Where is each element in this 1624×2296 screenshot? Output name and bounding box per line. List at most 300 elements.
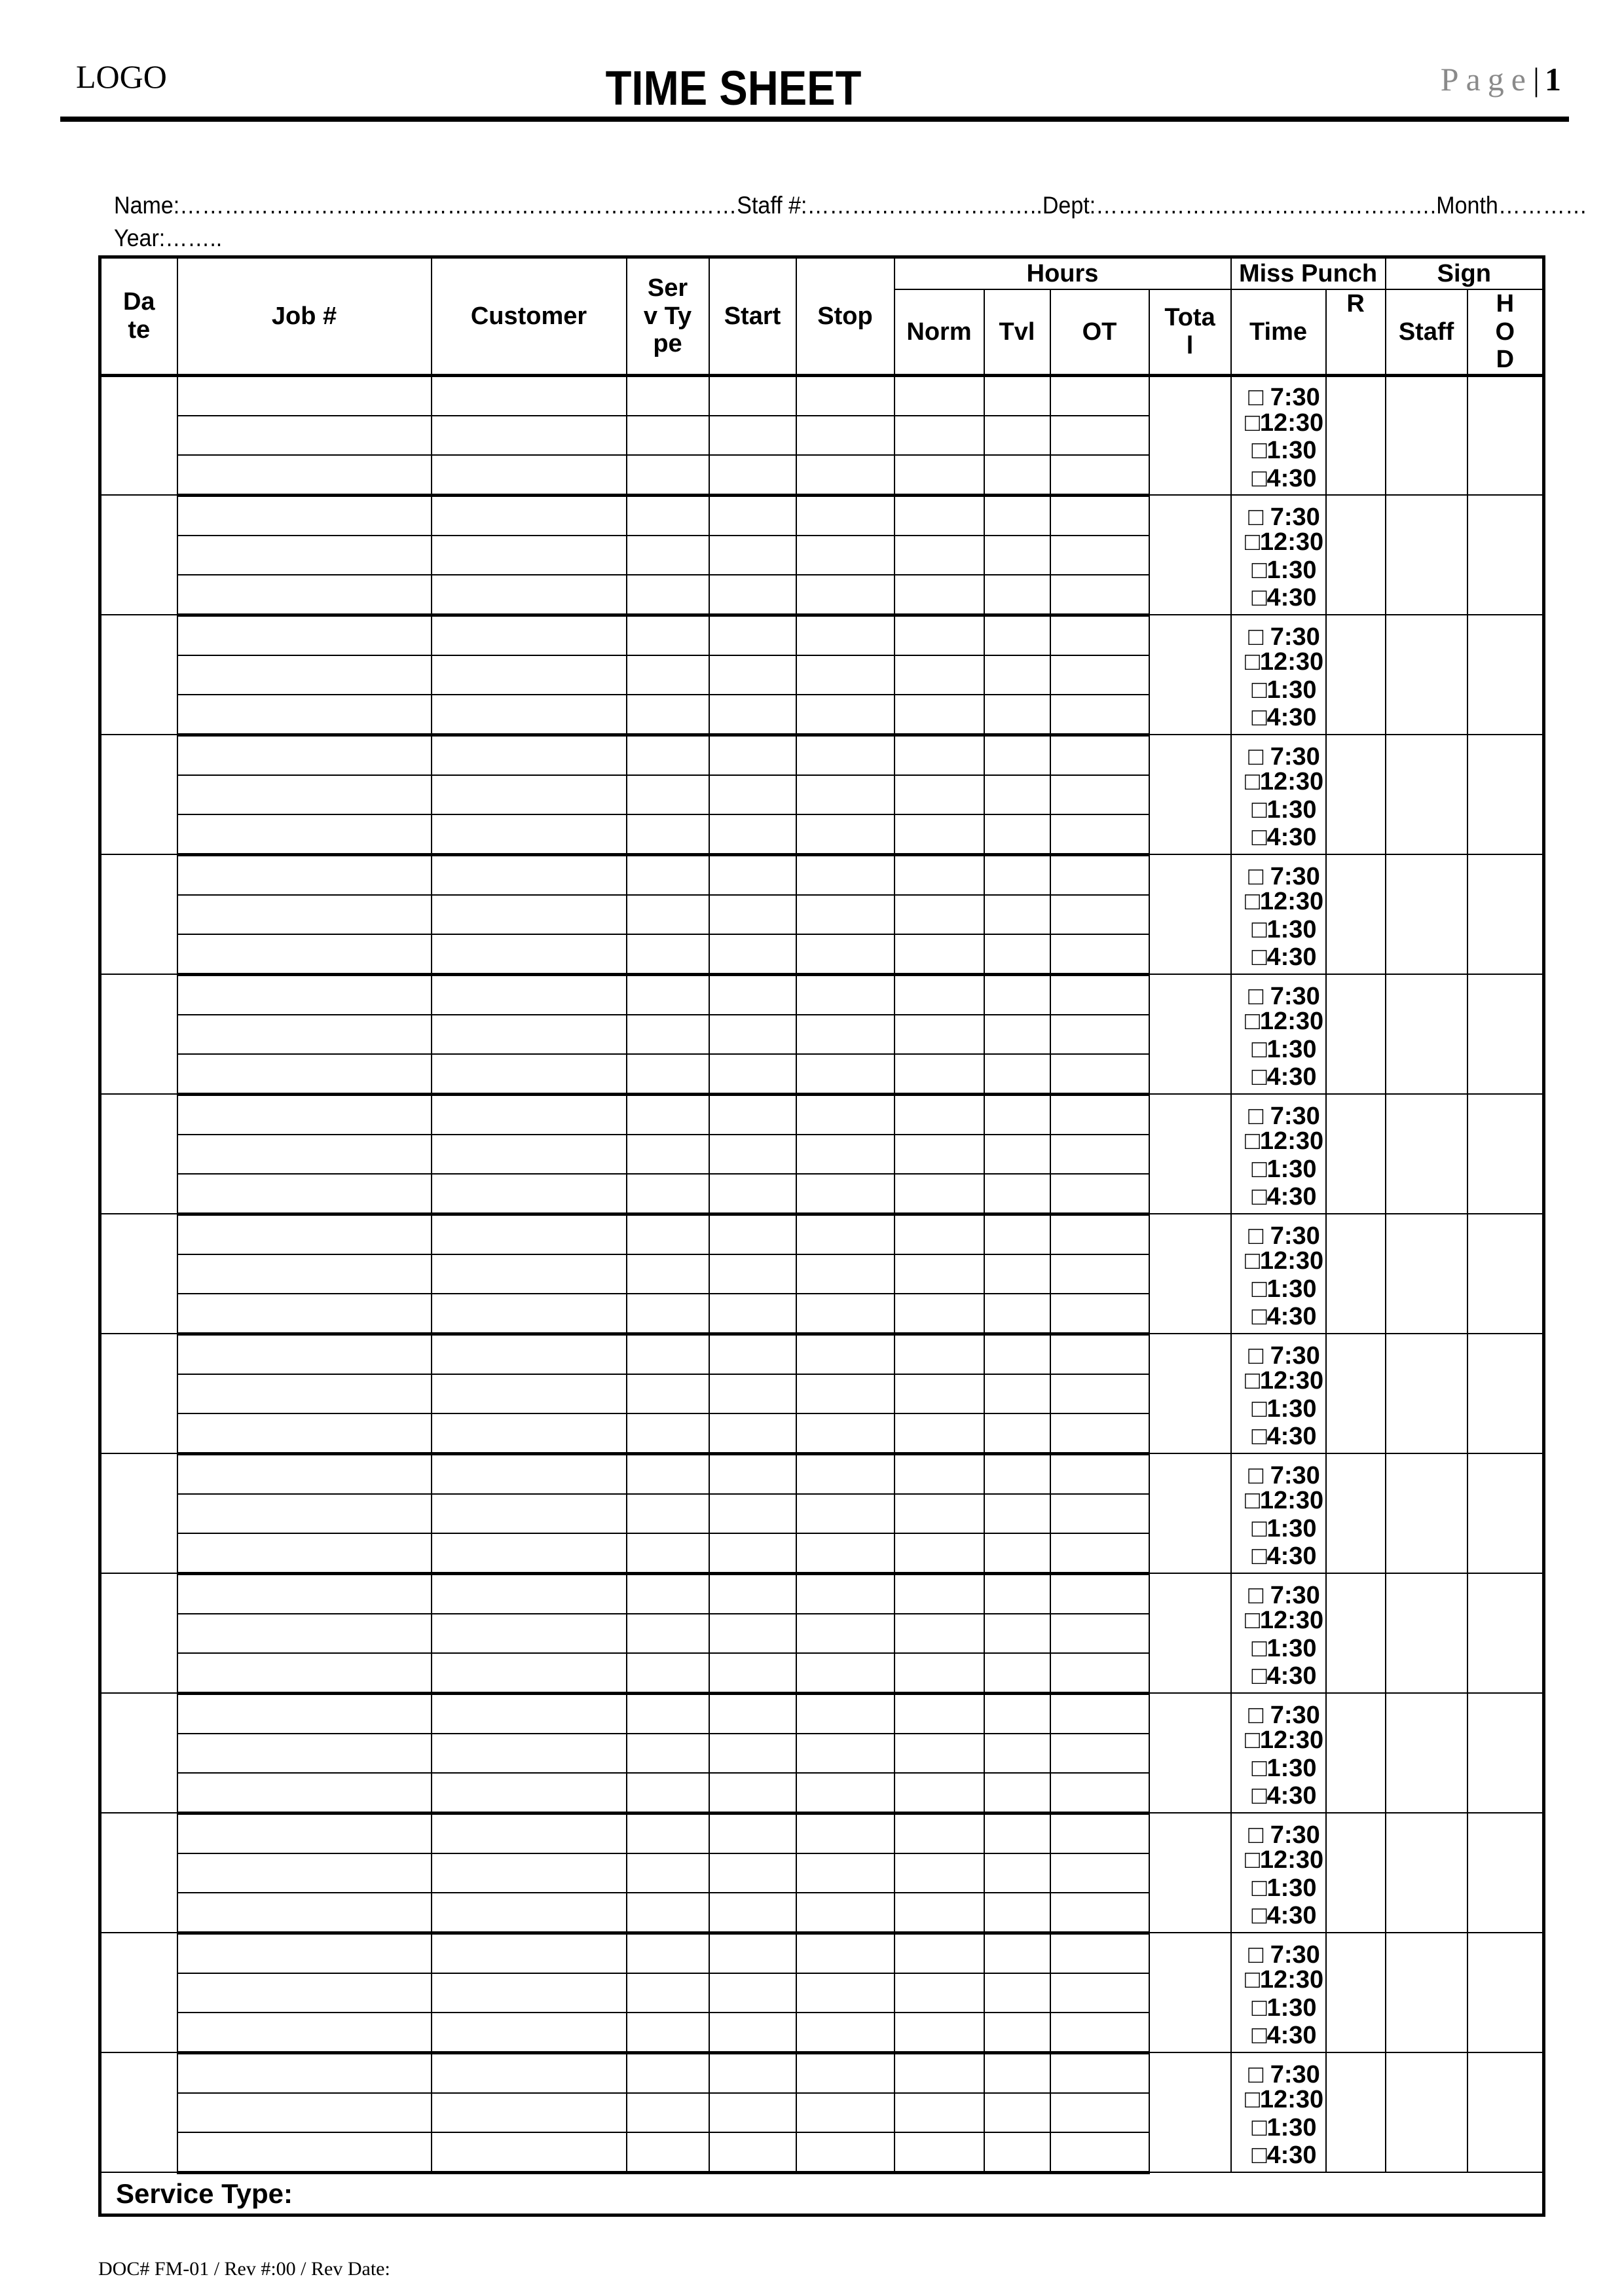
sign-staff-cell[interactable]	[1386, 735, 1467, 854]
sign-hod-cell[interactable]	[1467, 1214, 1544, 1334]
customer-cell[interactable]	[432, 1494, 627, 1533]
miss-punch-time-cell[interactable]	[1231, 615, 1326, 735]
sign-staff-cell[interactable]	[1386, 854, 1467, 974]
tvl-cell[interactable]	[984, 1653, 1050, 1694]
job-cell[interactable]	[177, 1933, 432, 1973]
punch-checkbox-option[interactable]: □4:30	[1251, 464, 1317, 492]
serv-type-cell[interactable]	[627, 1294, 709, 1334]
customer-cell[interactable]	[432, 375, 627, 416]
stop-cell[interactable]	[796, 735, 895, 775]
serv-type-cell[interactable]	[627, 1693, 709, 1734]
start-cell[interactable]	[709, 2013, 796, 2053]
customer-cell[interactable]	[432, 1653, 627, 1694]
ot-cell[interactable]	[1050, 1453, 1149, 1494]
punch-checkbox-option[interactable]: □1:30	[1251, 556, 1317, 584]
stop-cell[interactable]	[796, 1015, 895, 1054]
tvl-cell[interactable]	[984, 1214, 1050, 1254]
start-cell[interactable]	[709, 775, 796, 814]
miss-punch-time-cell[interactable]	[1231, 1334, 1326, 1453]
job-cell[interactable]	[177, 974, 432, 1015]
start-cell[interactable]	[709, 854, 796, 895]
miss-punch-r-cell[interactable]	[1326, 854, 1386, 974]
punch-checkbox-option[interactable]: □12:30	[1244, 648, 1324, 676]
punch-checkbox-option[interactable]: □12:30	[1244, 1247, 1324, 1275]
start-cell[interactable]	[709, 1374, 796, 1413]
serv-type-cell[interactable]	[627, 1773, 709, 1813]
serv-type-cell[interactable]	[627, 2093, 709, 2132]
tvl-cell[interactable]	[984, 655, 1050, 695]
start-cell[interactable]	[709, 1334, 796, 1374]
norm-cell[interactable]	[895, 1015, 984, 1054]
miss-punch-time-cell[interactable]	[1231, 1933, 1326, 2052]
job-cell[interactable]	[177, 1453, 432, 1494]
serv-type-cell[interactable]	[627, 1933, 709, 1973]
tvl-cell[interactable]	[984, 1174, 1050, 1214]
serv-type-cell[interactable]	[627, 695, 709, 735]
sign-staff-cell[interactable]	[1386, 1933, 1467, 2052]
serv-type-cell[interactable]	[627, 1174, 709, 1214]
miss-punch-r-cell[interactable]	[1326, 1334, 1386, 1453]
job-cell[interactable]	[177, 735, 432, 775]
norm-cell[interactable]	[895, 814, 984, 855]
tvl-cell[interactable]	[984, 536, 1050, 575]
job-cell[interactable]	[177, 1374, 432, 1413]
job-cell[interactable]	[177, 455, 432, 496]
ot-cell[interactable]	[1050, 536, 1149, 575]
norm-cell[interactable]	[895, 2132, 984, 2173]
job-cell[interactable]	[177, 1094, 432, 1135]
ot-cell[interactable]	[1050, 1533, 1149, 1574]
customer-cell[interactable]	[432, 1734, 627, 1773]
tvl-cell[interactable]	[984, 1334, 1050, 1374]
stop-cell[interactable]	[796, 814, 895, 855]
date-cell[interactable]	[100, 1094, 177, 1214]
sign-staff-cell[interactable]	[1386, 2052, 1467, 2172]
miss-punch-r-cell[interactable]	[1326, 1094, 1386, 1214]
serv-type-cell[interactable]	[627, 1094, 709, 1135]
ot-cell[interactable]	[1050, 1893, 1149, 1933]
start-cell[interactable]	[709, 1174, 796, 1214]
punch-checkbox-option[interactable]: □12:30	[1244, 888, 1324, 916]
total-cell[interactable]	[1149, 1573, 1231, 1693]
start-cell[interactable]	[709, 1135, 796, 1174]
punch-checkbox-option[interactable]: □12:30	[1244, 1846, 1324, 1874]
customer-cell[interactable]	[432, 1693, 627, 1734]
customer-cell[interactable]	[432, 695, 627, 735]
serv-type-cell[interactable]	[627, 1653, 709, 1694]
miss-punch-r-cell[interactable]	[1326, 2052, 1386, 2172]
serv-type-cell[interactable]	[627, 1135, 709, 1174]
ot-cell[interactable]	[1050, 1813, 1149, 1853]
job-cell[interactable]	[177, 814, 432, 855]
ot-cell[interactable]	[1050, 615, 1149, 655]
total-cell[interactable]	[1149, 1094, 1231, 1214]
job-cell[interactable]	[177, 2052, 432, 2093]
total-cell[interactable]	[1149, 1933, 1231, 2052]
customer-cell[interactable]	[432, 1533, 627, 1574]
ot-cell[interactable]	[1050, 655, 1149, 695]
norm-cell[interactable]	[895, 1413, 984, 1454]
start-cell[interactable]	[709, 1533, 796, 1574]
serv-type-cell[interactable]	[627, 1893, 709, 1933]
ot-cell[interactable]	[1050, 1174, 1149, 1214]
sign-staff-cell[interactable]	[1386, 1813, 1467, 1933]
tvl-cell[interactable]	[984, 775, 1050, 814]
customer-cell[interactable]	[432, 1893, 627, 1933]
miss-punch-r-cell[interactable]	[1326, 735, 1386, 854]
punch-checkbox-option[interactable]: □4:30	[1251, 1542, 1317, 1571]
tvl-cell[interactable]	[984, 1693, 1050, 1734]
tvl-cell[interactable]	[984, 1893, 1050, 1933]
date-cell[interactable]	[100, 854, 177, 974]
punch-checkbox-option[interactable]: □ 7:30	[1248, 623, 1320, 651]
serv-type-cell[interactable]	[627, 1374, 709, 1413]
customer-cell[interactable]	[432, 575, 627, 615]
punch-checkbox-option[interactable]: □ 7:30	[1248, 384, 1320, 412]
start-cell[interactable]	[709, 1734, 796, 1773]
ot-cell[interactable]	[1050, 1693, 1149, 1734]
sign-hod-cell[interactable]	[1467, 2052, 1544, 2172]
norm-cell[interactable]	[895, 1254, 984, 1294]
punch-checkbox-option[interactable]: □12:30	[1244, 1726, 1324, 1755]
start-cell[interactable]	[709, 495, 796, 536]
punch-checkbox-option[interactable]: □4:30	[1251, 1662, 1317, 1690]
info-line-name-staff-dept-month[interactable]: Name:…………………………………………………………………Staff #:…………………………..Dept:……………………………………….Month…………	[114, 192, 1588, 219]
start-cell[interactable]	[709, 1294, 796, 1334]
customer-cell[interactable]	[432, 1413, 627, 1454]
start-cell[interactable]	[709, 1853, 796, 1893]
ot-cell[interactable]	[1050, 1933, 1149, 1973]
miss-punch-r-cell[interactable]	[1326, 1693, 1386, 1813]
job-cell[interactable]	[177, 1294, 432, 1334]
norm-cell[interactable]	[895, 1773, 984, 1813]
total-cell[interactable]	[1149, 1813, 1231, 1933]
job-cell[interactable]	[177, 615, 432, 655]
stop-cell[interactable]	[796, 1933, 895, 1973]
ot-cell[interactable]	[1050, 974, 1149, 1015]
job-cell[interactable]	[177, 1214, 432, 1254]
sign-hod-cell[interactable]	[1467, 1453, 1544, 1573]
punch-checkbox-option[interactable]: □ 7:30	[1248, 1461, 1320, 1489]
miss-punch-time-cell[interactable]	[1231, 854, 1326, 974]
customer-cell[interactable]	[432, 1933, 627, 1973]
punch-checkbox-option[interactable]: □12:30	[1244, 409, 1324, 437]
start-cell[interactable]	[709, 2132, 796, 2173]
punch-checkbox-option[interactable]: □ 7:30	[1248, 2060, 1320, 2088]
ot-cell[interactable]	[1050, 1334, 1149, 1374]
punch-checkbox-option[interactable]: □ 7:30	[1248, 1341, 1320, 1370]
miss-punch-time-cell[interactable]	[1231, 1453, 1326, 1573]
date-cell[interactable]	[100, 735, 177, 854]
start-cell[interactable]	[709, 2052, 796, 2093]
date-cell[interactable]	[100, 1813, 177, 1933]
tvl-cell[interactable]	[984, 1933, 1050, 1973]
start-cell[interactable]	[709, 1453, 796, 1494]
punch-checkbox-option[interactable]: □1:30	[1251, 1155, 1317, 1183]
norm-cell[interactable]	[895, 1374, 984, 1413]
tvl-cell[interactable]	[984, 575, 1050, 615]
serv-type-cell[interactable]	[627, 1015, 709, 1054]
total-cell[interactable]	[1149, 1214, 1231, 1334]
tvl-cell[interactable]	[984, 1413, 1050, 1454]
tvl-cell[interactable]	[984, 1294, 1050, 1334]
job-cell[interactable]	[177, 695, 432, 735]
norm-cell[interactable]	[895, 1813, 984, 1853]
miss-punch-time-cell[interactable]	[1231, 1813, 1326, 1933]
stop-cell[interactable]	[796, 495, 895, 536]
punch-checkbox-option[interactable]: □ 7:30	[1248, 503, 1320, 531]
sign-hod-cell[interactable]	[1467, 974, 1544, 1094]
customer-cell[interactable]	[432, 775, 627, 814]
ot-cell[interactable]	[1050, 1214, 1149, 1254]
ot-cell[interactable]	[1050, 1773, 1149, 1813]
date-cell[interactable]	[100, 1573, 177, 1693]
punch-checkbox-option[interactable]: □1:30	[1251, 795, 1317, 824]
norm-cell[interactable]	[895, 1135, 984, 1174]
job-cell[interactable]	[177, 1893, 432, 1933]
ot-cell[interactable]	[1050, 2052, 1149, 2093]
norm-cell[interactable]	[895, 1933, 984, 1973]
customer-cell[interactable]	[432, 1054, 627, 1095]
norm-cell[interactable]	[895, 375, 984, 416]
punch-checkbox-option[interactable]: □12:30	[1244, 1487, 1324, 1515]
punch-checkbox-option[interactable]: □1:30	[1251, 1394, 1317, 1423]
punch-checkbox-option[interactable]: □1:30	[1251, 1035, 1317, 1063]
customer-cell[interactable]	[432, 495, 627, 536]
customer-cell[interactable]	[432, 1973, 627, 2013]
job-cell[interactable]	[177, 1254, 432, 1294]
ot-cell[interactable]	[1050, 1094, 1149, 1135]
start-cell[interactable]	[709, 1015, 796, 1054]
date-cell[interactable]	[100, 495, 177, 615]
start-cell[interactable]	[709, 2093, 796, 2132]
info-line-year[interactable]: Year:……..	[114, 225, 223, 251]
miss-punch-r-cell[interactable]	[1326, 375, 1386, 495]
customer-cell[interactable]	[432, 1374, 627, 1413]
sign-staff-cell[interactable]	[1386, 974, 1467, 1094]
miss-punch-time-cell[interactable]	[1231, 735, 1326, 854]
customer-cell[interactable]	[432, 1334, 627, 1374]
sign-hod-cell[interactable]	[1467, 615, 1544, 735]
customer-cell[interactable]	[432, 655, 627, 695]
start-cell[interactable]	[709, 1813, 796, 1853]
customer-cell[interactable]	[432, 854, 627, 895]
norm-cell[interactable]	[895, 854, 984, 895]
tvl-cell[interactable]	[984, 1614, 1050, 1653]
job-cell[interactable]	[177, 1054, 432, 1095]
serv-type-cell[interactable]	[627, 416, 709, 455]
miss-punch-time-cell[interactable]	[1231, 1094, 1326, 1214]
tvl-cell[interactable]	[984, 495, 1050, 536]
punch-checkbox-option[interactable]: □ 7:30	[1248, 1581, 1320, 1609]
sign-staff-cell[interactable]	[1386, 615, 1467, 735]
tvl-cell[interactable]	[984, 1573, 1050, 1614]
serv-type-cell[interactable]	[627, 2132, 709, 2173]
serv-type-cell[interactable]	[627, 974, 709, 1015]
tvl-cell[interactable]	[984, 1494, 1050, 1533]
stop-cell[interactable]	[796, 1334, 895, 1374]
serv-type-cell[interactable]	[627, 1853, 709, 1893]
tvl-cell[interactable]	[984, 1054, 1050, 1095]
stop-cell[interactable]	[796, 2013, 895, 2053]
stop-cell[interactable]	[796, 1494, 895, 1533]
serv-type-cell[interactable]	[627, 2013, 709, 2053]
start-cell[interactable]	[709, 615, 796, 655]
job-cell[interactable]	[177, 1494, 432, 1533]
job-cell[interactable]	[177, 1135, 432, 1174]
norm-cell[interactable]	[895, 655, 984, 695]
punch-checkbox-option[interactable]: □4:30	[1251, 1303, 1317, 1331]
job-cell[interactable]	[177, 1693, 432, 1734]
job-cell[interactable]	[177, 1653, 432, 1694]
serv-type-cell[interactable]	[627, 735, 709, 775]
stop-cell[interactable]	[796, 2052, 895, 2093]
stop-cell[interactable]	[796, 375, 895, 416]
start-cell[interactable]	[709, 1214, 796, 1254]
punch-checkbox-option[interactable]: □4:30	[1251, 1063, 1317, 1091]
punch-checkbox-option[interactable]: □4:30	[1251, 584, 1317, 612]
punch-checkbox-option[interactable]: □4:30	[1251, 2022, 1317, 2050]
norm-cell[interactable]	[895, 1054, 984, 1095]
norm-cell[interactable]	[895, 1094, 984, 1135]
punch-checkbox-option[interactable]: □4:30	[1251, 1423, 1317, 1451]
serv-type-cell[interactable]	[627, 1413, 709, 1454]
stop-cell[interactable]	[796, 575, 895, 615]
tvl-cell[interactable]	[984, 1773, 1050, 1813]
sign-hod-cell[interactable]	[1467, 735, 1544, 854]
sign-hod-cell[interactable]	[1467, 1813, 1544, 1933]
sign-staff-cell[interactable]	[1386, 1453, 1467, 1573]
stop-cell[interactable]	[796, 1653, 895, 1694]
customer-cell[interactable]	[432, 895, 627, 934]
stop-cell[interactable]	[796, 536, 895, 575]
stop-cell[interactable]	[796, 1533, 895, 1574]
miss-punch-time-cell[interactable]	[1231, 1693, 1326, 1813]
stop-cell[interactable]	[796, 695, 895, 735]
stop-cell[interactable]	[796, 895, 895, 934]
job-cell[interactable]	[177, 375, 432, 416]
sign-staff-cell[interactable]	[1386, 1334, 1467, 1453]
start-cell[interactable]	[709, 1893, 796, 1933]
miss-punch-time-cell[interactable]	[1231, 1573, 1326, 1693]
punch-checkbox-option[interactable]: □ 7:30	[1248, 742, 1320, 771]
total-cell[interactable]	[1149, 2052, 1231, 2172]
punch-checkbox-option[interactable]: □4:30	[1251, 1782, 1317, 1810]
norm-cell[interactable]	[895, 735, 984, 775]
job-cell[interactable]	[177, 1015, 432, 1054]
customer-cell[interactable]	[432, 1573, 627, 1614]
ot-cell[interactable]	[1050, 1254, 1149, 1294]
tvl-cell[interactable]	[984, 695, 1050, 735]
job-cell[interactable]	[177, 854, 432, 895]
ot-cell[interactable]	[1050, 1135, 1149, 1174]
tvl-cell[interactable]	[984, 2093, 1050, 2132]
norm-cell[interactable]	[895, 1734, 984, 1773]
start-cell[interactable]	[709, 695, 796, 735]
stop-cell[interactable]	[796, 1573, 895, 1614]
customer-cell[interactable]	[432, 934, 627, 975]
stop-cell[interactable]	[796, 854, 895, 895]
job-cell[interactable]	[177, 1533, 432, 1574]
ot-cell[interactable]	[1050, 695, 1149, 735]
start-cell[interactable]	[709, 1653, 796, 1694]
miss-punch-time-cell[interactable]	[1231, 974, 1326, 1094]
norm-cell[interactable]	[895, 895, 984, 934]
customer-cell[interactable]	[432, 974, 627, 1015]
punch-checkbox-option[interactable]: □1:30	[1251, 676, 1317, 704]
job-cell[interactable]	[177, 934, 432, 975]
customer-cell[interactable]	[432, 1853, 627, 1893]
ot-cell[interactable]	[1050, 1853, 1149, 1893]
tvl-cell[interactable]	[984, 1015, 1050, 1054]
ot-cell[interactable]	[1050, 455, 1149, 496]
job-cell[interactable]	[177, 1973, 432, 2013]
norm-cell[interactable]	[895, 455, 984, 496]
customer-cell[interactable]	[432, 1015, 627, 1054]
total-cell[interactable]	[1149, 854, 1231, 974]
ot-cell[interactable]	[1050, 575, 1149, 615]
tvl-cell[interactable]	[984, 735, 1050, 775]
ot-cell[interactable]	[1050, 1374, 1149, 1413]
customer-cell[interactable]	[432, 735, 627, 775]
stop-cell[interactable]	[796, 1254, 895, 1294]
serv-type-cell[interactable]	[627, 575, 709, 615]
date-cell[interactable]	[100, 1693, 177, 1813]
stop-cell[interactable]	[796, 1893, 895, 1933]
sign-staff-cell[interactable]	[1386, 1094, 1467, 1214]
serv-type-cell[interactable]	[627, 655, 709, 695]
customer-cell[interactable]	[432, 1135, 627, 1174]
tvl-cell[interactable]	[984, 934, 1050, 975]
start-cell[interactable]	[709, 895, 796, 934]
customer-cell[interactable]	[432, 2052, 627, 2093]
punch-checkbox-option[interactable]: □1:30	[1251, 1994, 1317, 2022]
norm-cell[interactable]	[895, 615, 984, 655]
job-cell[interactable]	[177, 1773, 432, 1813]
stop-cell[interactable]	[796, 1214, 895, 1254]
tvl-cell[interactable]	[984, 1254, 1050, 1294]
sign-hod-cell[interactable]	[1467, 1094, 1544, 1214]
stop-cell[interactable]	[796, 1413, 895, 1454]
total-cell[interactable]	[1149, 1453, 1231, 1573]
stop-cell[interactable]	[796, 1294, 895, 1334]
miss-punch-r-cell[interactable]	[1326, 1573, 1386, 1693]
serv-type-cell[interactable]	[627, 1453, 709, 1494]
job-cell[interactable]	[177, 1573, 432, 1614]
tvl-cell[interactable]	[984, 375, 1050, 416]
start-cell[interactable]	[709, 814, 796, 855]
job-cell[interactable]	[177, 895, 432, 934]
job-cell[interactable]	[177, 2013, 432, 2053]
job-cell[interactable]	[177, 416, 432, 455]
customer-cell[interactable]	[432, 1254, 627, 1294]
norm-cell[interactable]	[895, 934, 984, 975]
norm-cell[interactable]	[895, 1893, 984, 1933]
miss-punch-time-cell[interactable]	[1231, 2052, 1326, 2172]
tvl-cell[interactable]	[984, 814, 1050, 855]
job-cell[interactable]	[177, 1614, 432, 1653]
job-cell[interactable]	[177, 1853, 432, 1893]
total-cell[interactable]	[1149, 1334, 1231, 1453]
stop-cell[interactable]	[796, 1693, 895, 1734]
norm-cell[interactable]	[895, 1174, 984, 1214]
miss-punch-r-cell[interactable]	[1326, 615, 1386, 735]
serv-type-cell[interactable]	[627, 1254, 709, 1294]
punch-checkbox-option[interactable]: □12:30	[1244, 2086, 1324, 2114]
punch-checkbox-option[interactable]: □12:30	[1244, 1607, 1324, 1635]
tvl-cell[interactable]	[984, 1734, 1050, 1773]
norm-cell[interactable]	[895, 1494, 984, 1533]
